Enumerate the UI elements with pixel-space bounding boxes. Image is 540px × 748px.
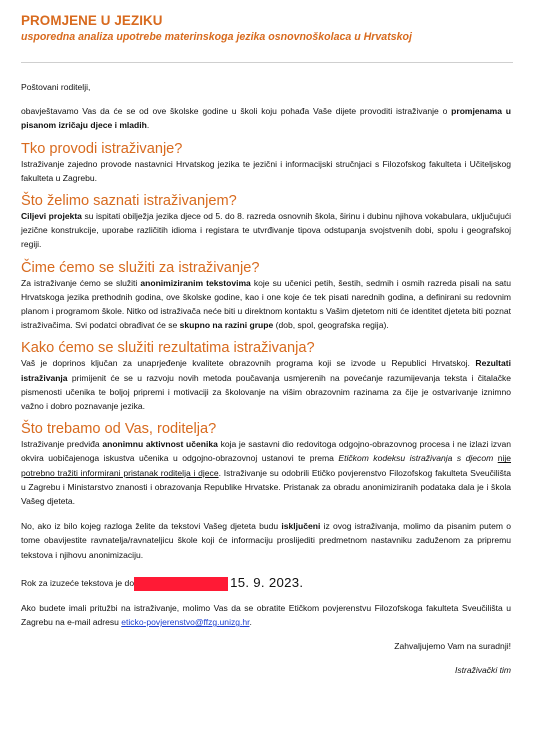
section-text-who: Istraživanje zajedno provode nastavnici Hrvatskog jezika te jezični i informacijski stručnjaci s Filozofskog fakulteta i Učiteljskog fakulteta u Zagrebu. <box>21 158 511 183</box>
intro-bold: promjenama u pisanom izričaju djece i mladih <box>21 106 512 131</box>
header-divider <box>21 62 513 63</box>
section-text-parents: Istraživanje predviđa anonimnu aktivnost učenika koja je sastavni dio redovitoga odgojno-obrazovnog procesa i ne izlazi izvan okvira uobičajenoga iskustva učenika u odgojno-obrazovnoj ustanovi te prema Etičkom kodeksu istraživanja s djecom nije potrebno tražiti informirani pristanak roditelja i djece. Istraživanje su odobrili Etičko povjerenstvo Filozofskog fakulteta Sveučilišta u Zagrebu i Ministarstvo znanosti i obrazovanja Republike Hrvatske. Pristanak za obradu anonimiziranih podataka dala je i škola Vašeg djeteta. <box>21 439 512 507</box>
document-subtitle: usporedna analiza upotrebe materinskoga jezika osnovnoškolaca u Hrvatskoj <box>21 31 412 43</box>
deadline-row <box>21 572 511 590</box>
complaints-paragraph: Ako budete imali pritužbi na istraživanje, molimo Vas da se obratite Etičkom povjerenstvu Filozofskoga fakulteta Sveučilišta u Zagrebu na e-mail adresu eticko-povjerenstvo@ffzg.unizg.hr. <box>21 602 511 628</box>
exclusion-paragraph: No, ako iz bilo kojeg razloga želite da tekstovi Vašeg djeteta budu isključeni iz ovog istraživanja, molimo da pisanim putem o tome obavijestite ravnatelja/ravnateljicu škole koji će informaciju proslijediti predmetnom nastavniku zaduženom za pripremu tekstova i njihovu anonimizaciju. <box>21 521 511 560</box>
deadline-date: 15. 9. 2023. <box>230 574 304 590</box>
signature: Istraživački tim <box>454 665 511 676</box>
section-text-results: Vaš je doprinos ključan za unaprjeđenje kvalitete obrazovnih programa koji se izvode u Republici Hrvatskoj. Rezultati istraživanja primijenit će se u razvoju novih metoda poučavanja usmjerenih na povećanje razumijevanja teksta i čitalačke pismenosti učenika te boljoj pripremi i motivaciji za školovanje na višim obrazovnim razinama za čije je ostvarivanje iznimno važno i dobro poznavanje jezika. <box>21 358 512 412</box>
closing-thanks: Zahvaljujemo Vam na suradnji! <box>394 641 511 652</box>
section-heading-materials: Čime ćemo se služiti za istraživanje? <box>21 259 260 276</box>
ethics-email-link[interactable]: eticko-povjerenstvo@ffzg.unizg.hr <box>121 617 250 628</box>
letter-body <box>21 80 511 678</box>
greeting: Poštovani roditelji, <box>21 82 91 92</box>
section-heading-results: Kako ćemo se služiti rezultatima istraživanja? <box>21 340 315 357</box>
deadline-label: Rok za izuzeće tekstova je do <box>21 577 135 588</box>
document-title: PROMJENE U JEZIKU <box>21 13 163 28</box>
section-heading-goals: Što želimo saznati istraživanjem? <box>21 193 237 210</box>
section-heading-parents: Što trebamo od Vas, roditelja? <box>21 421 217 438</box>
section-heading-who: Tko provodi istraživanje? <box>21 140 183 157</box>
intro-paragraph: obavještavamo Vas da će se od ove školske godine u školi koju pohađa Vaše dijete provoditi istraživanje o promjenama u pisanom izričaju djece i mladih. <box>21 106 512 131</box>
section-text-materials: Za istraživanje ćemo se služiti anonimiziranim tekstovima koje su učenici petih, šestih, sedmih i osmih razreda pisali na satu Hrvatskoga jezika prethodnih godina, ove školske godine, kao i one koje će tek pisati narednih godina, a definirani su redovnim planom i programom škole. Nitko od istraživača neće biti u direktnom kontaktu s Vašim djetetom niti će identitet djeteta biti poznat istraživačima. Svi podatci obrađivat će se skupno na razini grupe (dob, spol, geografska regija). <box>21 277 511 331</box>
redaction-block <box>134 577 228 591</box>
section-text-goals: Ciljevi projekta su ispitati obilježja jezika djece od 5. do 8. razreda osnovnih škola, širinu i dubinu njihova vokabulara, uključujući jezične konstrukcije, uporabe različitih idioma i registara te utvrđivanje tipova odstupanja svojstvenih dobi, spolu i geografskoj regiji. <box>21 211 511 250</box>
